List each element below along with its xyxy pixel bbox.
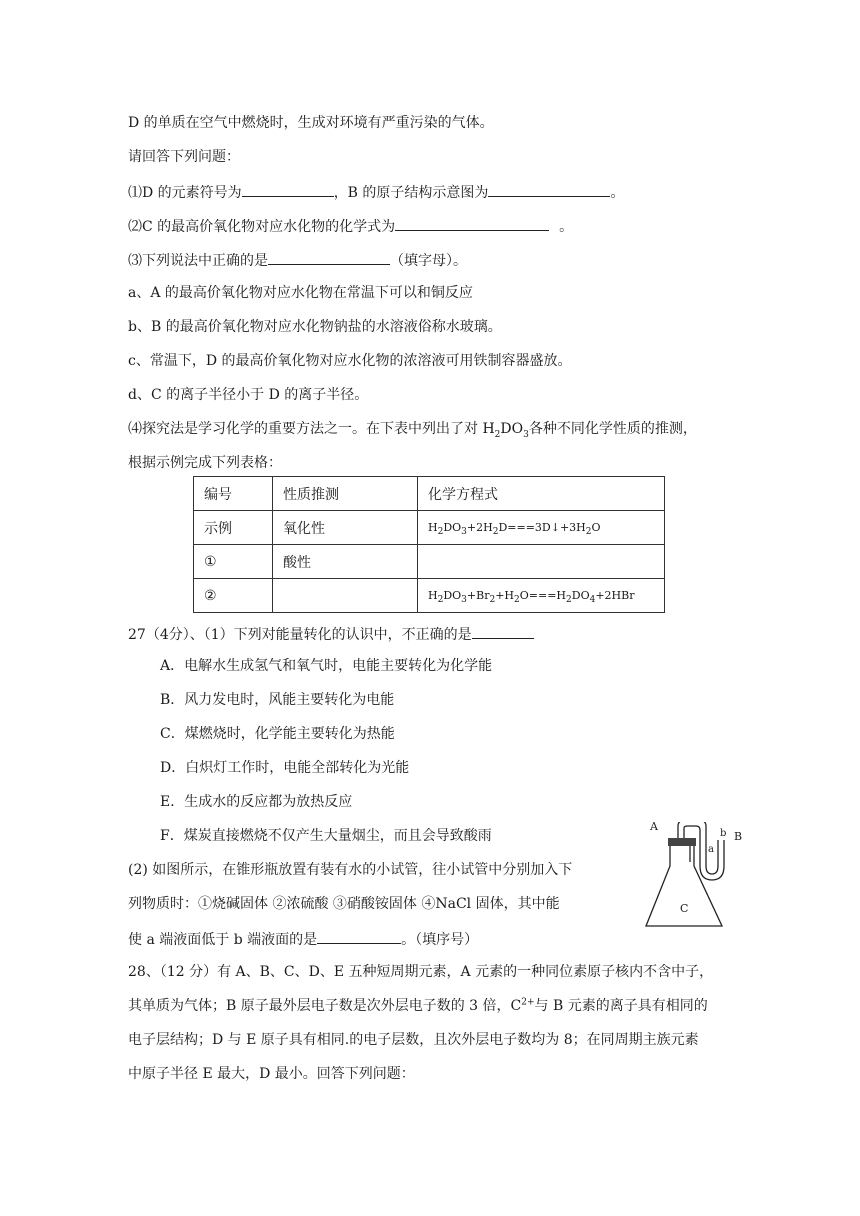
eq2-e: O===H	[519, 589, 567, 602]
eq2-s2: 3	[461, 595, 467, 606]
eq2-s4: 2	[514, 595, 520, 606]
eq2-s5: 2	[566, 595, 572, 606]
question-27-head	[128, 623, 534, 645]
eq2-d: +H	[495, 589, 515, 602]
q27-option-a: A．电解水生成氢气和氧气时，电能主要转化为化学能	[160, 658, 493, 674]
eq2-c: +Br	[466, 589, 490, 602]
q27-part2-line2: 列物质时：①烧碱固体 ②浓硫酸 ③硝酸铵固体 ④NaCl 固体，其中能	[128, 896, 560, 912]
eq2-g: +2HBr	[595, 589, 635, 602]
eq2-s6: 4	[589, 595, 596, 606]
eq1-c: +2H	[466, 521, 493, 534]
header-equation: 化学方程式	[418, 477, 665, 511]
eq1-s4: 2	[585, 527, 592, 538]
eq1-s1: 2	[437, 527, 444, 538]
question-2	[128, 215, 573, 237]
answer-blank-27-1[interactable]	[472, 623, 534, 639]
answer-blank-27-2[interactable]	[317, 928, 401, 944]
label-A: A	[650, 822, 658, 833]
u-tube-icon	[678, 822, 727, 880]
eq1-d: D===3D↓+3H	[498, 521, 586, 534]
q27-line3-text-b: 。（填序号）	[401, 932, 479, 948]
q27-line3-text-a: 使 a 端液面低于 b 端液面的是	[128, 932, 318, 948]
option-a: a、A 的最高价氧化物对应水化物在常温下可以和铜反应	[128, 285, 473, 301]
q27-part2-line1: (2) 如图所示，在锥形瓶放置有装有水的小试管，往小试管中分别加入下	[128, 862, 573, 878]
answer-blank-structure[interactable]	[488, 181, 610, 197]
option-d: d、C 的离子半径小于 D 的离子半径。	[128, 387, 369, 403]
q28-line1: 28、（12 分）有 A、B、C、D、E 五种短周期元素，A 元素的一种同位素原子核内不含中子，	[128, 964, 714, 980]
label-a: a	[708, 844, 714, 855]
q28-line3: 电子层结构；D 与 E 原子具有相同.的电子层数，且次外层电子数均为 8；在同周期主族元素	[128, 1032, 699, 1048]
cell-equation	[418, 579, 665, 613]
apparatus-figure	[640, 822, 750, 934]
eq2-s3: 2	[489, 595, 496, 606]
question-4-line2: 根据示例完成下列表格：	[128, 455, 282, 471]
label-b: b	[720, 828, 727, 839]
header-number: 编号	[194, 477, 273, 511]
cell-property-blank[interactable]	[273, 579, 418, 613]
cell-equation	[418, 511, 665, 545]
q27-option-d: D．白炽灯工作时，电能全部转化为光能	[160, 760, 410, 776]
eq2-b: DO	[443, 589, 462, 602]
prompt-text: 请回答下列问题：	[128, 149, 240, 165]
stopper-icon	[668, 838, 696, 846]
q3-text-b: （填字母）。	[390, 253, 467, 269]
answer-blank-letters[interactable]	[268, 249, 390, 265]
q4-text-a: ⑷探究法是学习化学的重要方法之一。在下表中列出了对 H	[128, 421, 495, 437]
table-row	[194, 511, 665, 545]
q27-option-c: C．煤燃烧时，化学能主要转化为热能	[160, 726, 395, 742]
q4-text-c: 各种不同化学性质的推测，	[528, 421, 697, 437]
cell-number: ②	[194, 579, 273, 613]
q3-text-a: ⑶下列说法中正确的是	[128, 253, 268, 269]
question-3	[128, 249, 467, 271]
table-header-row	[194, 477, 665, 511]
answer-blank-symbol[interactable]	[242, 181, 334, 197]
q28-line4: 中原子半径 E 最大，D 最小。回答下列问题：	[128, 1066, 415, 1082]
q1-text-c: 。	[610, 185, 625, 201]
property-table	[193, 476, 665, 613]
option-b: b、B 的最高价氧化物对应水化物钠盐的水溶液俗称水玻璃。	[128, 319, 502, 335]
label-B: B	[734, 830, 743, 843]
q4-sub-2: 3	[523, 429, 529, 440]
q27-option-e: E．生成水的反应都为放热反应	[160, 794, 353, 810]
q2-text-a: ⑵C 的最高价氧化物对应水化物的化学式为	[128, 219, 396, 235]
q1-text-a: ⑴D 的元素符号为	[128, 185, 242, 201]
answer-blank-formula[interactable]	[395, 215, 549, 231]
eq2-s1: 2	[437, 595, 444, 606]
eq1-a: H	[428, 521, 438, 534]
intro-text: D 的单质在空气中燃烧时，生成对环境有严重污染的气体。	[128, 115, 494, 131]
q28-l2-a: 其单质为气体；B 原子最外层电子数是次外层电子数的 3 倍，C	[128, 998, 522, 1014]
q2-text-c: 。	[559, 219, 574, 235]
table-row	[194, 545, 665, 579]
cell-equation-blank[interactable]	[418, 545, 665, 579]
q1-text-b: ，B 的原子结构示意图为	[333, 185, 489, 201]
q27-head-text: 27（4分）、（1）下列对能量转化的认识中，不正确的是	[128, 627, 472, 643]
eq2-a: H	[428, 589, 438, 602]
option-c: c、常温下，D 的最高价氧化物对应水化物的浓溶液可用铁制容器盛放。	[128, 353, 572, 369]
q28-l2-sup: 2+	[521, 997, 535, 1008]
question-4	[128, 419, 697, 439]
header-property: 性质推测	[273, 477, 418, 511]
table-row	[194, 579, 665, 613]
q27-option-b: B．风力发电时，风能主要转化为电能	[160, 692, 395, 708]
cell-number: ①	[194, 545, 273, 579]
q28-l2-b: 与 B 元素的离子具有相同的	[534, 998, 708, 1014]
cell-property: 氧化性	[273, 511, 418, 545]
q27-option-f: F．煤炭直接燃烧不仅产生大量烟尘，而且会导致酸雨	[160, 828, 492, 844]
q27-part2-line3	[128, 928, 478, 950]
q28-line2	[128, 996, 708, 1016]
question-1	[128, 181, 624, 203]
q4-sub-1: 2	[494, 429, 501, 440]
cell-property: 酸性	[273, 545, 418, 579]
q4-text-b: DO	[500, 421, 524, 437]
eq1-e: O	[591, 521, 601, 534]
cell-number: 示例	[194, 511, 273, 545]
eq2-f: DO	[571, 589, 590, 602]
eq1-b: DO	[443, 521, 462, 534]
label-C: C	[680, 902, 689, 915]
eq1-s3: 2	[492, 527, 499, 538]
eq1-s2: 3	[461, 527, 467, 538]
